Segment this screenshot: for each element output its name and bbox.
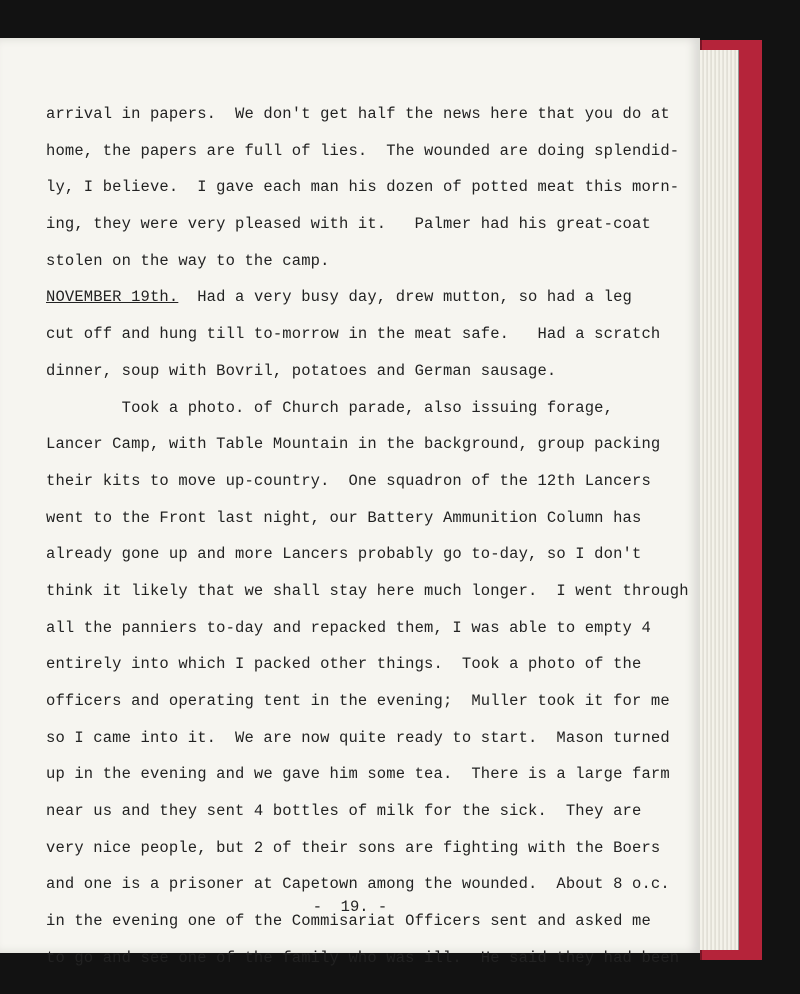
text-line: think it likely that we shall stay here much longer. I went through [46,581,689,600]
page-text [46,96,696,977]
heading-line-text: Had a very busy day, drew mutton, so had a leg [178,288,633,307]
text-line: arrival in papers. We don't get half the news here that you do at [46,105,670,123]
heading-line [46,279,696,316]
text-line: in the evening one of the Commisariat Officers sent and asked me [46,912,651,931]
text-line: stolen on the way to the camp. [46,251,330,270]
text-line: so I came into it. We are now quite ready to start. Mason turned [46,728,670,747]
text-line: already gone up and more Lancers probably go to-day, so I don't [46,545,642,564]
book-page [0,38,700,967]
text-line: their kits to move up-country. One squadron of the 12th Lancers [46,471,651,490]
text-line: officers and operating tent in the evening; Muller took it for me [46,692,670,710]
text-line: near us and they sent 4 bottles of milk for the sick. They are [46,802,642,821]
text-line: all the panniers to-day and repacked them, I was able to empty 4 [46,618,651,637]
text-line: Took a photo. of Church parade, also issuing forage, [46,398,614,417]
text-line: went to the Front last night, our Battery Ammunition Column has [46,508,642,527]
date-heading: NOVEMBER 19th. [46,288,179,307]
text-line: cut off and hung till to-morrow in the meat safe. Had a scratch [46,325,661,344]
page-number: - 19. - [312,898,388,916]
text-line: Lancer Camp, with Table Mountain in the background, group packing [46,435,661,454]
text-line: ing, they were very pleased with it. Palmer had his great-coat [46,215,651,234]
text-line: and one is a prisoner at Capetown among the wounded. About 8 o.c. [46,875,670,894]
text-line: very nice people, but 2 of their sons are fighting with the Boers [46,838,661,857]
text-line: dinner, soup with Bovril, potatoes and German sausage. [46,361,557,380]
text-line: to go and see one of the family who was ill. He said they had been [46,948,680,967]
text-line: home, the papers are full of lies. The wounded are doing splendid- [46,141,680,160]
text-line: up in the evening and we gave him some tea. There is a large farm [46,765,670,784]
text-line: entirely into which I packed other things. Took a photo of the [46,655,642,674]
text-line: ly, I believe. I gave each man his dozen of potted meat this morn- [46,178,680,197]
